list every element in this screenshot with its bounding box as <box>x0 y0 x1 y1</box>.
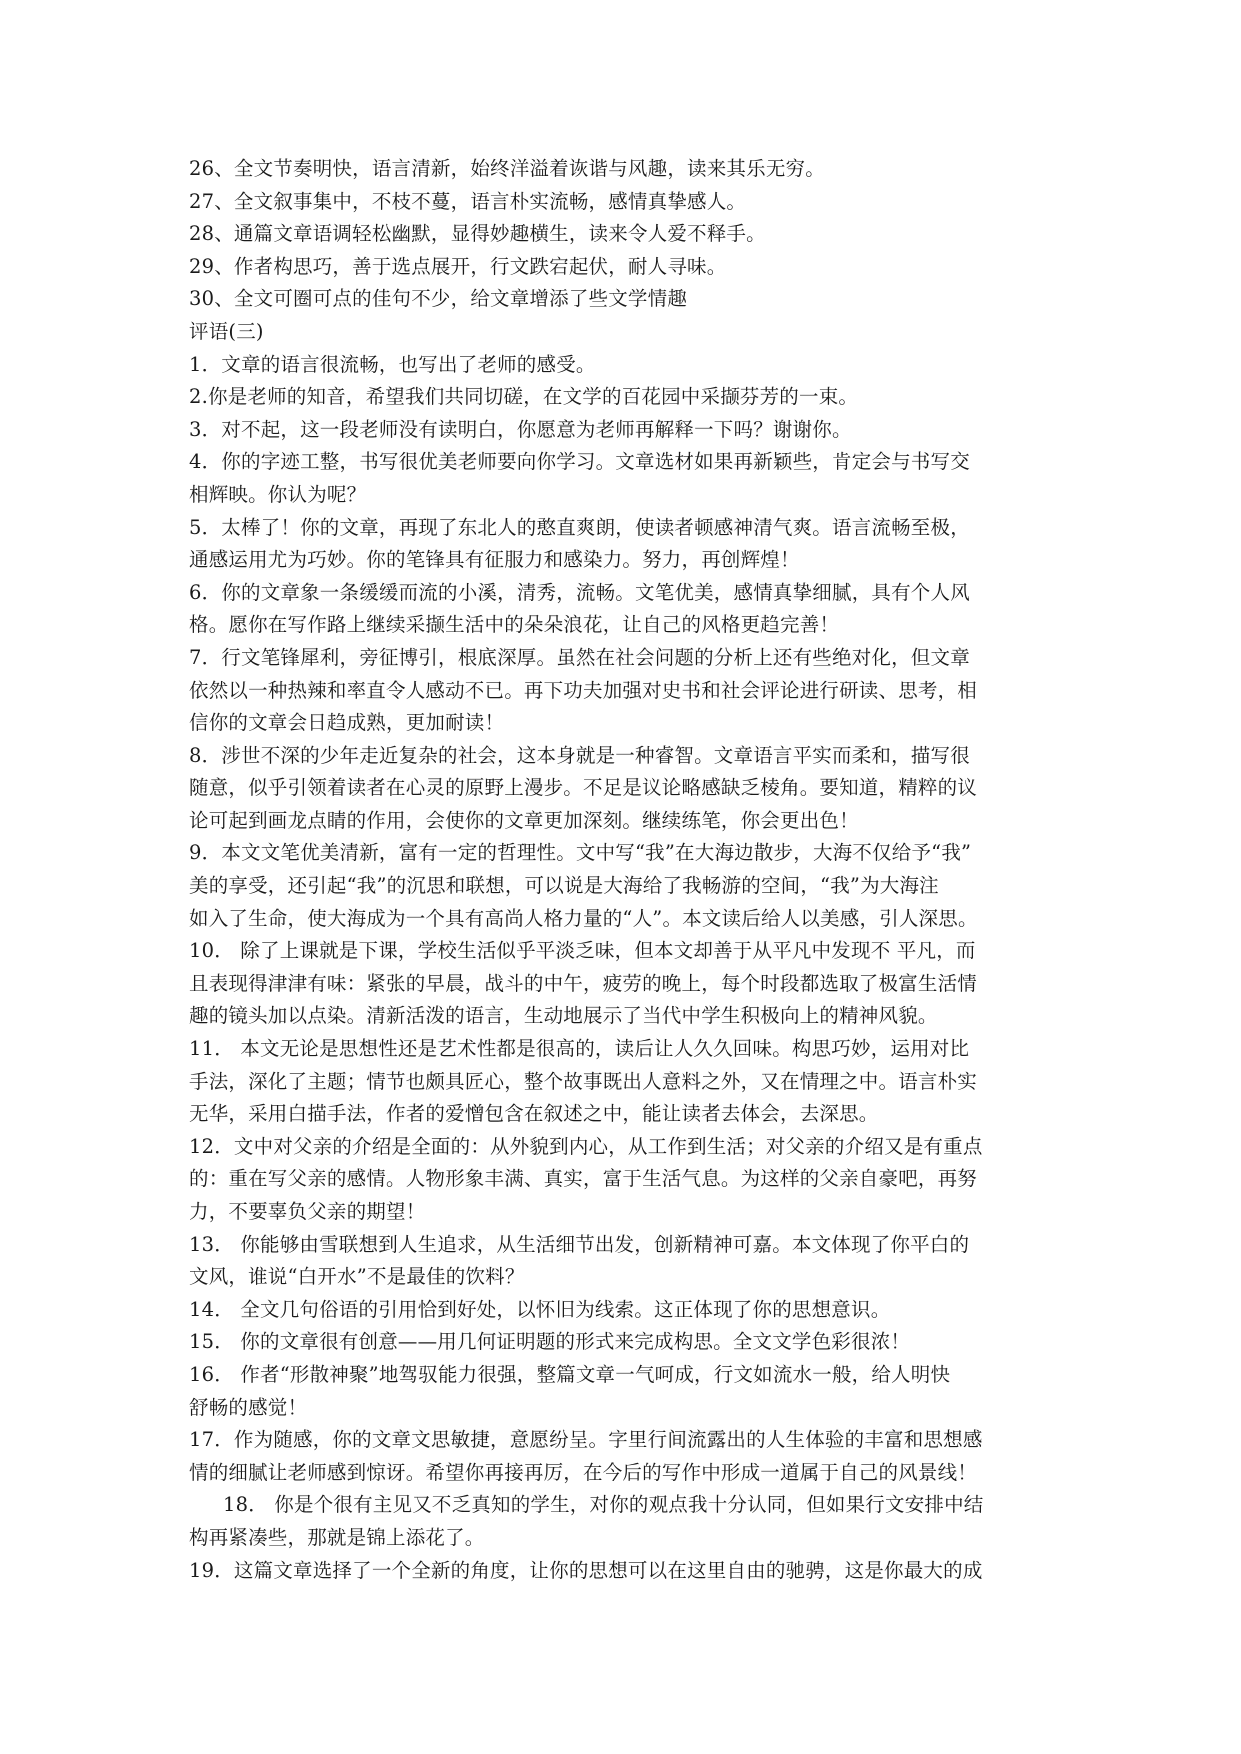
text-line: 舒畅的感觉！ <box>189 1395 308 1419</box>
text-line: 1．文章的语言很流畅，也写出了老师的感受。 <box>189 352 596 376</box>
text-line: 手法，深化了主题；情节也颇具匠心，整个故事既出人意料之外，又在情理之中。语言朴实 <box>189 1069 978 1093</box>
text-line: 18． 你是个很有主见又不乏真知的学生，对你的观点我十分认同，但如果行文安排中结 <box>223 1493 984 1517</box>
text-line: 28、通篇文章语调轻松幽默，显得妙趣横生，读来令人爱不释手。 <box>189 222 766 246</box>
text-line: 信你的文章会日趋成熟，更加耐读！ <box>189 711 505 735</box>
text-line: 9．本文文笔优美清新，富有一定的哲理性。文中写“我”在大海边散步，大海不仅给予“我” <box>189 841 972 865</box>
text-line: 美的享受，还引起“我”的沉思和联想，可以说是大海给了我畅游的空间，“我”为大海注 <box>189 874 939 898</box>
text-line: 6．你的文章象一条缓缓而流的小溪，清秀，流畅。文笔优美，感情真挚细腻，具有个人风 <box>189 580 970 604</box>
text-line: 15． 你的文章很有创意——用几何证明题的形式来完成构思。全文文学色彩很浓！ <box>189 1330 911 1354</box>
text-line: 13． 你能够由雪联想到人生追求，从生活细节出发，创新精神可嘉。本文体现了你平白的 <box>189 1232 970 1256</box>
text-line: 27、全文叙事集中，不枝不蔓，语言朴实流畅，感情真挚感人。 <box>189 189 747 213</box>
text-line: 依然以一种热辣和率直令人感动不已。再下功夫加强对史书和社会评论进行研读、思考，相 <box>189 678 978 702</box>
text-line: 无华，采用白描手法，作者的爱憎包含在叙述之中，能让读者去体会，去深思。 <box>189 1102 879 1126</box>
text-line: 29、作者构思巧，善于选点展开，行文跌宕起伏，耐人寻味。 <box>189 254 727 278</box>
text-line: 格。愿你在写作路上继续采撷生活中的朵朵浪花，让自己的风格更趋完善！ <box>189 613 840 637</box>
text-line: 3．对不起，这一段老师没有读明白，你愿意为老师再解释一下吗？谢谢你。 <box>189 417 852 441</box>
text-line: 如入了生命，使大海成为一个具有高尚人格力量的“人”。本文读后给人以美感，引人深思。 <box>189 906 978 930</box>
text-line: 论可起到画龙点睛的作用，会使你的文章更加深刻。继续练笔，你会更出色！ <box>189 808 859 832</box>
text-line: 19．这篇文章选择了一个全新的角度，让你的思想可以在这里自由的驰骋，这是你最大的成 <box>189 1558 983 1582</box>
text-line: 趣的镜头加以点染。清新活泼的语言，生动地展示了当代中学生积极向上的精神风貌。 <box>189 1004 938 1028</box>
text-line: 情的细腻让老师感到惊讶。希望你再接再厉，在今后的写作中形成一道属于自己的风景线！ <box>189 1460 978 1484</box>
text-line: 10． 除了上课就是下课，学校生活似乎平淡乏味，但本文却善于从平凡中发现不 平凡，而 <box>189 939 976 963</box>
text-line: 2.你是老师的知音，希望我们共同切磋，在文学的百花园中采撷芬芳的一束。 <box>189 385 859 409</box>
text-line: 11． 本文无论是思想性还是艺术性都是很高的，读后让人久久回味。构思巧妙，运用对比 <box>189 1037 970 1061</box>
document-page <box>189 153 1051 1587</box>
text-line: 构再紧凑些，那就是锦上添花了。 <box>189 1525 485 1549</box>
text-line: 评语(三) <box>189 319 264 343</box>
text-line: 30、全文可圈可点的佳句不少，给文章增添了些文学情趣 <box>189 287 688 311</box>
text-line: 8．涉世不深的少年走近复杂的社会，这本身就是一种睿智。文章语言平实而柔和，描写很 <box>189 743 970 767</box>
text-line: 17．作为随感，你的文章文思敏捷，意愿纷呈。字里行间流露出的人生体验的丰富和思想感 <box>189 1428 983 1452</box>
text-line: 文风，谁说“白开水”不是最佳的饮料？ <box>189 1265 525 1289</box>
text-line: 12．文中对父亲的介绍是全面的：从外貌到内心，从工作到生活；对父亲的介绍又是有重点 <box>189 1134 983 1158</box>
text-line: 随意，似乎引领着读者在心灵的原野上漫步。不足是议论略感缺乏棱角。要知道，精粹的议 <box>189 776 978 800</box>
text-line: 通感运用尤为巧妙。你的笔锋具有征服力和感染力。努力，再创辉煌！ <box>189 548 800 572</box>
text-line: 16． 作者“形散神聚”地驾驭能力很强，整篇文章一气呵成，行文如流水一般，给人明快 <box>189 1362 951 1386</box>
text-line: 力，不要辜负父亲的期望！ <box>189 1200 426 1223</box>
text-line: 4．你的字迹工整，书写很优美老师要向你学习。文章选材如果再新颖些，肯定会与书写交 <box>189 450 970 474</box>
text-line: 5．太棒了！你的文章，再现了东北人的憨直爽朗，使读者顿感神清气爽。语言流畅至极， <box>189 515 970 539</box>
text-line: 7．行文笔锋犀利，旁征博引，根底深厚。虽然在社会问题的分析上还有些绝对化，但文章 <box>189 645 970 669</box>
text-line: 的：重在写父亲的感情。人物形象丰满、真实，富于生活气息。为这样的父亲自豪吧，再努 <box>189 1167 978 1191</box>
text-line: 26、全文节奏明快，语言清新，始终洋溢着诙谐与风趣，读来其乐无穷。 <box>189 157 825 180</box>
text-line: 14． 全文几句俗语的引用恰到好处，以怀旧为线索。这正体现了你的思想意识。 <box>189 1297 891 1321</box>
text-line: 且表现得津津有味：紧张的早晨，战斗的中午，疲劳的晚上，每个时段都选取了极富生活情 <box>189 971 978 995</box>
text-line: 相辉映。你认为呢？ <box>189 482 367 506</box>
